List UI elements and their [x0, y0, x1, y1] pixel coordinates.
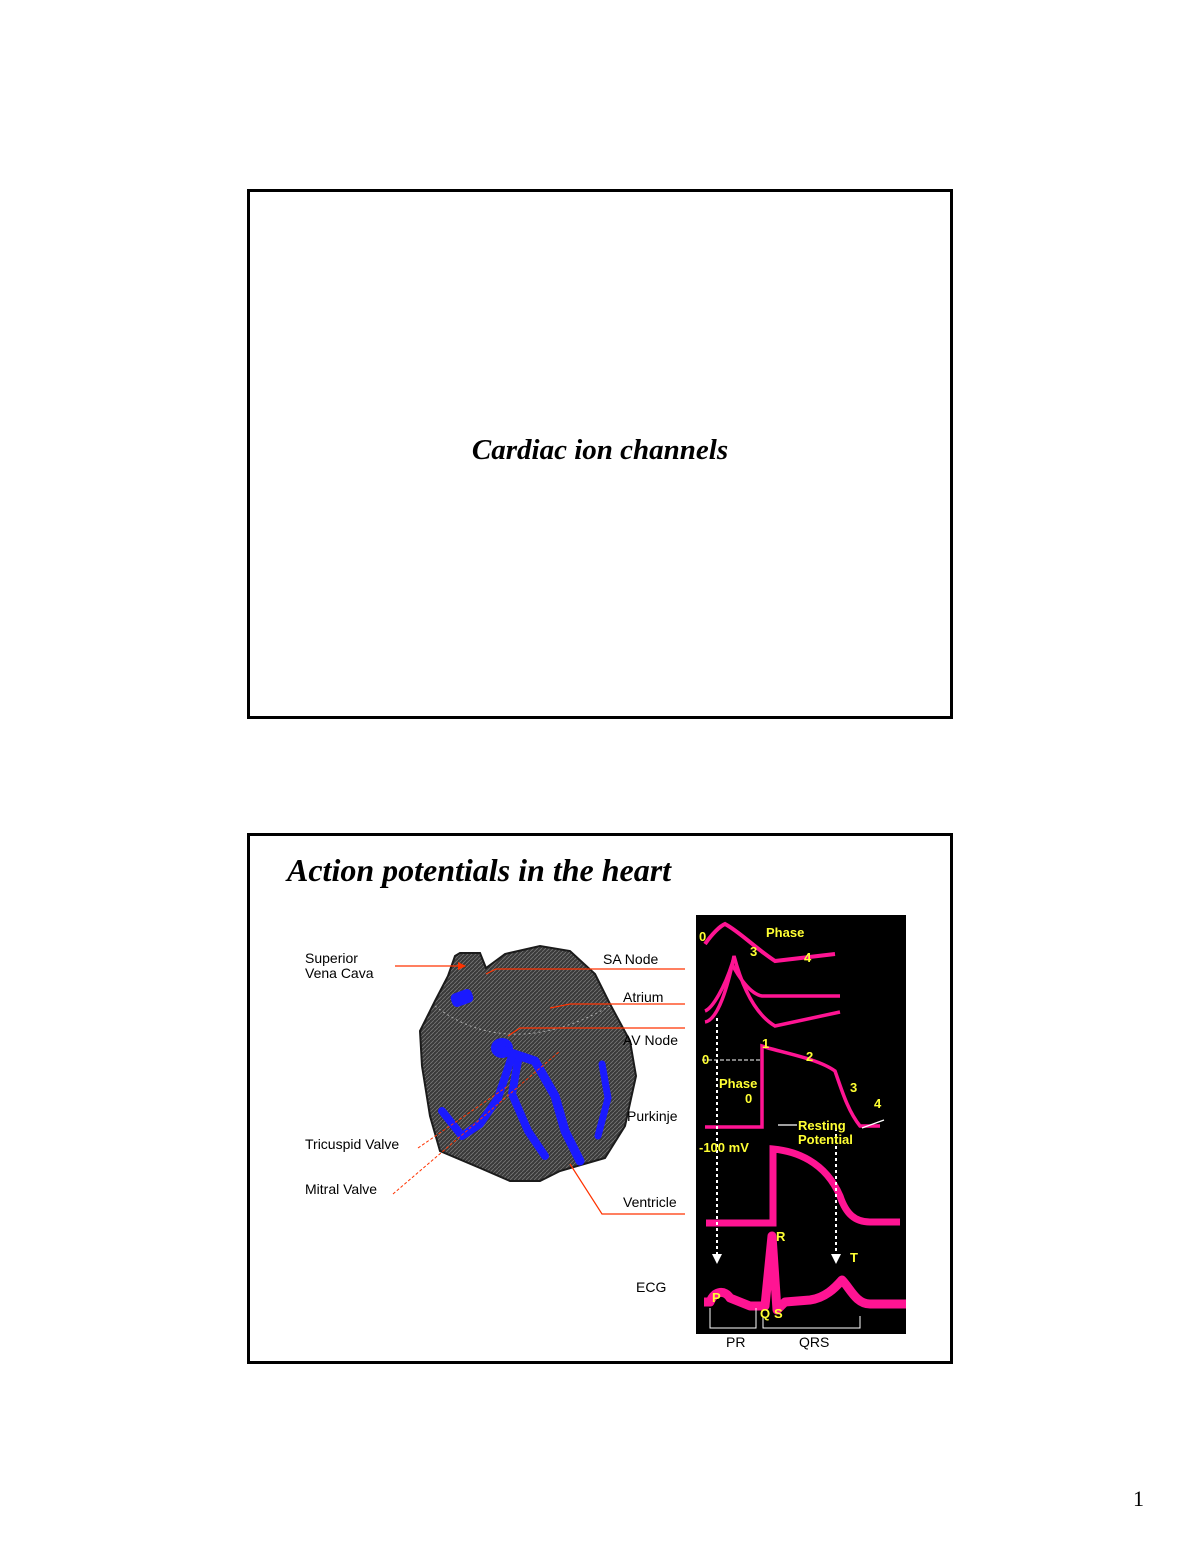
heart-illustration	[420, 946, 636, 1181]
label-qrs-interval: QRS	[799, 1334, 830, 1350]
label-phase-3-mid: 3	[850, 1080, 858, 1095]
label-purkinje: Purkinje	[627, 1108, 678, 1124]
slide-title: Cardiac ion channels	[471, 434, 729, 466]
label-phase-0-mid: 0	[702, 1052, 710, 1067]
label-phase-4-top: 4	[804, 950, 812, 965]
label-t-wave: T	[850, 1250, 858, 1265]
label-atrium: Atrium	[623, 989, 664, 1005]
label-potential: Potential	[798, 1132, 853, 1147]
label-pr-interval: PR	[726, 1334, 746, 1350]
label-phase-word: Phase	[719, 1076, 758, 1091]
label-ecg: ECG	[636, 1279, 667, 1295]
slide-1	[247, 189, 953, 719]
label-phase-zero: 0	[745, 1091, 753, 1106]
label-superior: Superior	[305, 950, 358, 966]
label-phase-1: 1	[762, 1036, 770, 1051]
label-ventricle: Ventricle	[623, 1194, 677, 1210]
slide-2	[247, 833, 953, 1364]
label-p-wave: P	[712, 1290, 721, 1305]
slide-title: Action potentials in the heart	[287, 852, 672, 888]
label-phase-header: Phase	[766, 925, 805, 940]
label-av-node: AV Node	[623, 1032, 678, 1048]
label-phase-4-mid: 4	[874, 1096, 882, 1111]
action-potential-panel	[696, 915, 906, 1334]
label-vena-cava: Vena Cava	[305, 965, 374, 981]
label-tricuspid-valve: Tricuspid Valve	[305, 1136, 400, 1152]
label-s-wave: S	[774, 1306, 783, 1321]
label-q-wave: Q	[760, 1306, 771, 1321]
label-phase-2: 2	[806, 1049, 814, 1064]
heart-action-potential-figure	[250, 836, 950, 1361]
label-phase-3-top: 3	[750, 944, 758, 959]
label-r-wave: R	[776, 1229, 786, 1244]
label-mitral-valve: Mitral Valve	[305, 1181, 378, 1197]
label-minus-100-mv: -100 mV	[699, 1140, 749, 1155]
label-sa-node: SA Node	[603, 951, 659, 967]
page-number: 1	[1133, 1486, 1144, 1511]
label-phase-0-top: 0	[699, 929, 707, 944]
label-resting: Resting	[798, 1118, 846, 1133]
